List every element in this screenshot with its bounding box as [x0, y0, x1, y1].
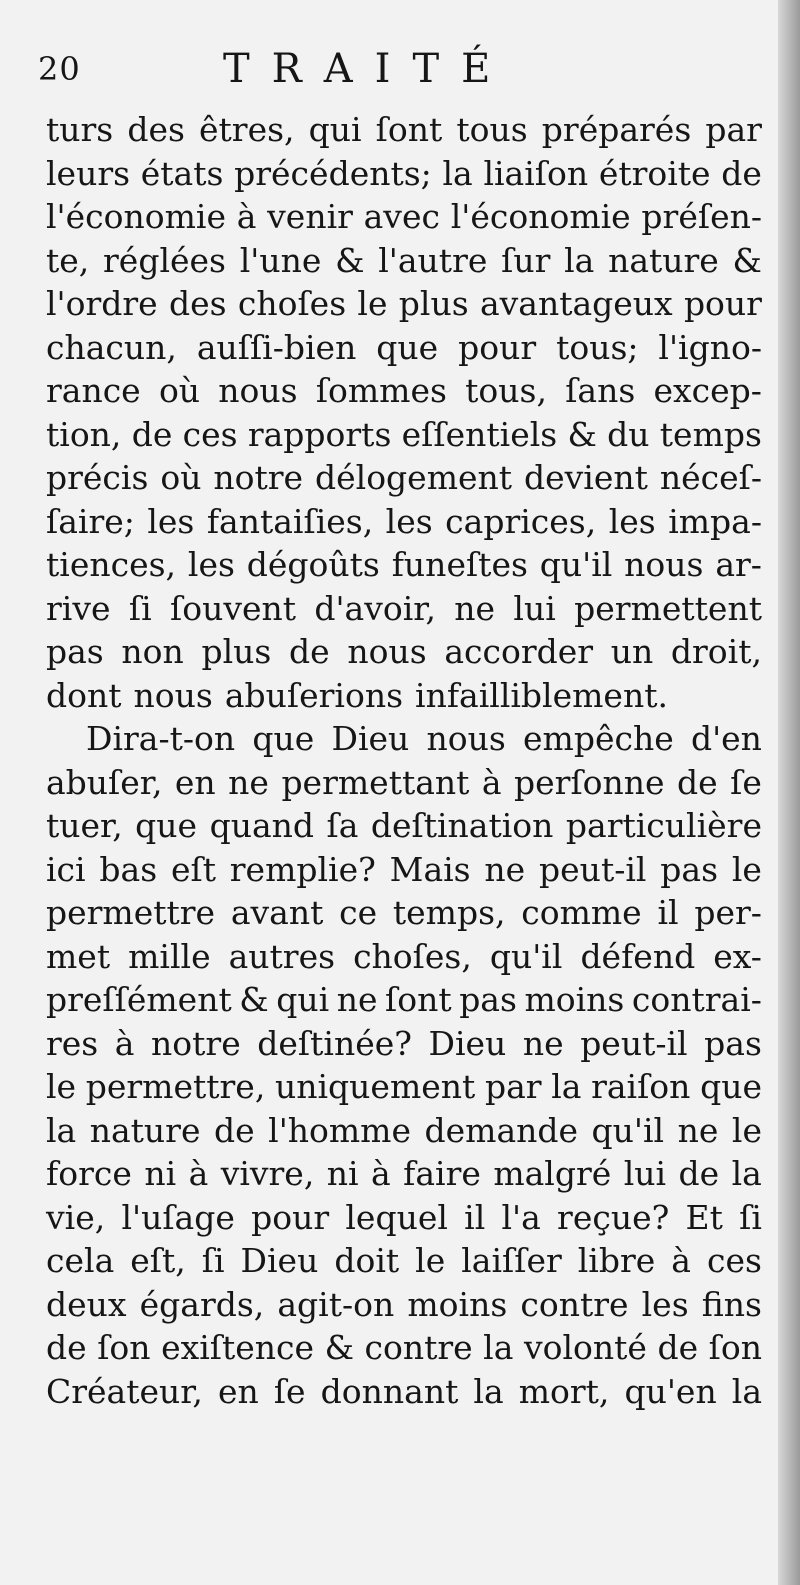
- text-line: ici bas eſt remplie? Mais ne peut-il pas le: [46, 849, 762, 889]
- text-line: dont nous abuſerions infailliblement.: [46, 675, 668, 715]
- text-line: précis où notre délogement devient néceſ-: [46, 458, 762, 497]
- text-line: te, réglées l'une & l'autre ſur la nature &: [46, 240, 762, 280]
- text-line: cela eſt, ſi Dieu doit le laiſſer libre à ces: [46, 1241, 762, 1280]
- page-header: [38, 46, 758, 94]
- text-line: tiences, les dégoûts funeſtes qu'il nous ar-: [46, 545, 762, 584]
- text-line: la nature de l'homme demande qu'il ne le: [46, 1110, 762, 1150]
- text-line: Créateur, en ſe donnant la mort, qu'en la: [46, 1371, 762, 1411]
- text-line: tion, de ces rapports eſſentiels & du temps: [46, 414, 762, 454]
- text-line: l'ordre des choſes le plus avantageux pour: [46, 284, 762, 323]
- text-line: force ni à vivre, ni à faire malgré lui de la: [46, 1154, 762, 1193]
- text-line: preſſément & qui ne ſont pas moins contrai-: [46, 980, 762, 1019]
- text-line: abuſer, en ne permettant à perſonne de ſe: [46, 762, 762, 802]
- text-line: deux égards, agit-on moins contre les fins: [46, 1284, 762, 1324]
- text-line: rive ſi ſouvent d'avoir, ne lui permettent: [46, 588, 762, 628]
- running-head: TRAITÉ: [223, 46, 513, 92]
- page-edge-shadow: [778, 0, 800, 1585]
- paragraph: [46, 717, 762, 1413]
- text-line: chacun, auſſi-bien que pour tous; l'igno-: [46, 327, 762, 367]
- text-line: turs des êtres, qui ſont tous préparés par: [46, 110, 762, 149]
- text-line: de ſon exiſtence & contre la volonté de ſon: [46, 1328, 762, 1367]
- text-line: vie, l'uſage pour lequel il l'a reçue? Et ſi: [46, 1197, 762, 1237]
- text-line: leurs états précédents; la liaiſon étroite de: [46, 153, 762, 193]
- paragraph: [46, 108, 762, 717]
- text-line: res à notre deſtinée? Dieu ne peut-il pas: [46, 1023, 762, 1063]
- text-line: tuer, que quand ſa deſtination particulière: [46, 806, 762, 845]
- text-line: rance où nous ſommes tous, ſans excep-: [46, 371, 762, 410]
- text-line: met mille autres choſes, qu'il défend ex-: [46, 936, 762, 976]
- page-number: 20: [38, 50, 81, 88]
- text-line: Dira-t-on que Dieu nous empêche d'en: [86, 719, 762, 758]
- text-line: ſaire; les fantaiſies, les caprices, les impa-: [46, 501, 762, 541]
- text-line: le permettre, uniquement par la raiſon que: [46, 1067, 762, 1106]
- text-line: l'économie à venir avec l'économie préſen-: [46, 197, 762, 236]
- text-line: pas non plus de nous accorder un droit,: [46, 632, 762, 671]
- text-line: permettre avant ce temps, comme il per-: [46, 893, 762, 932]
- body-text: [46, 108, 762, 1413]
